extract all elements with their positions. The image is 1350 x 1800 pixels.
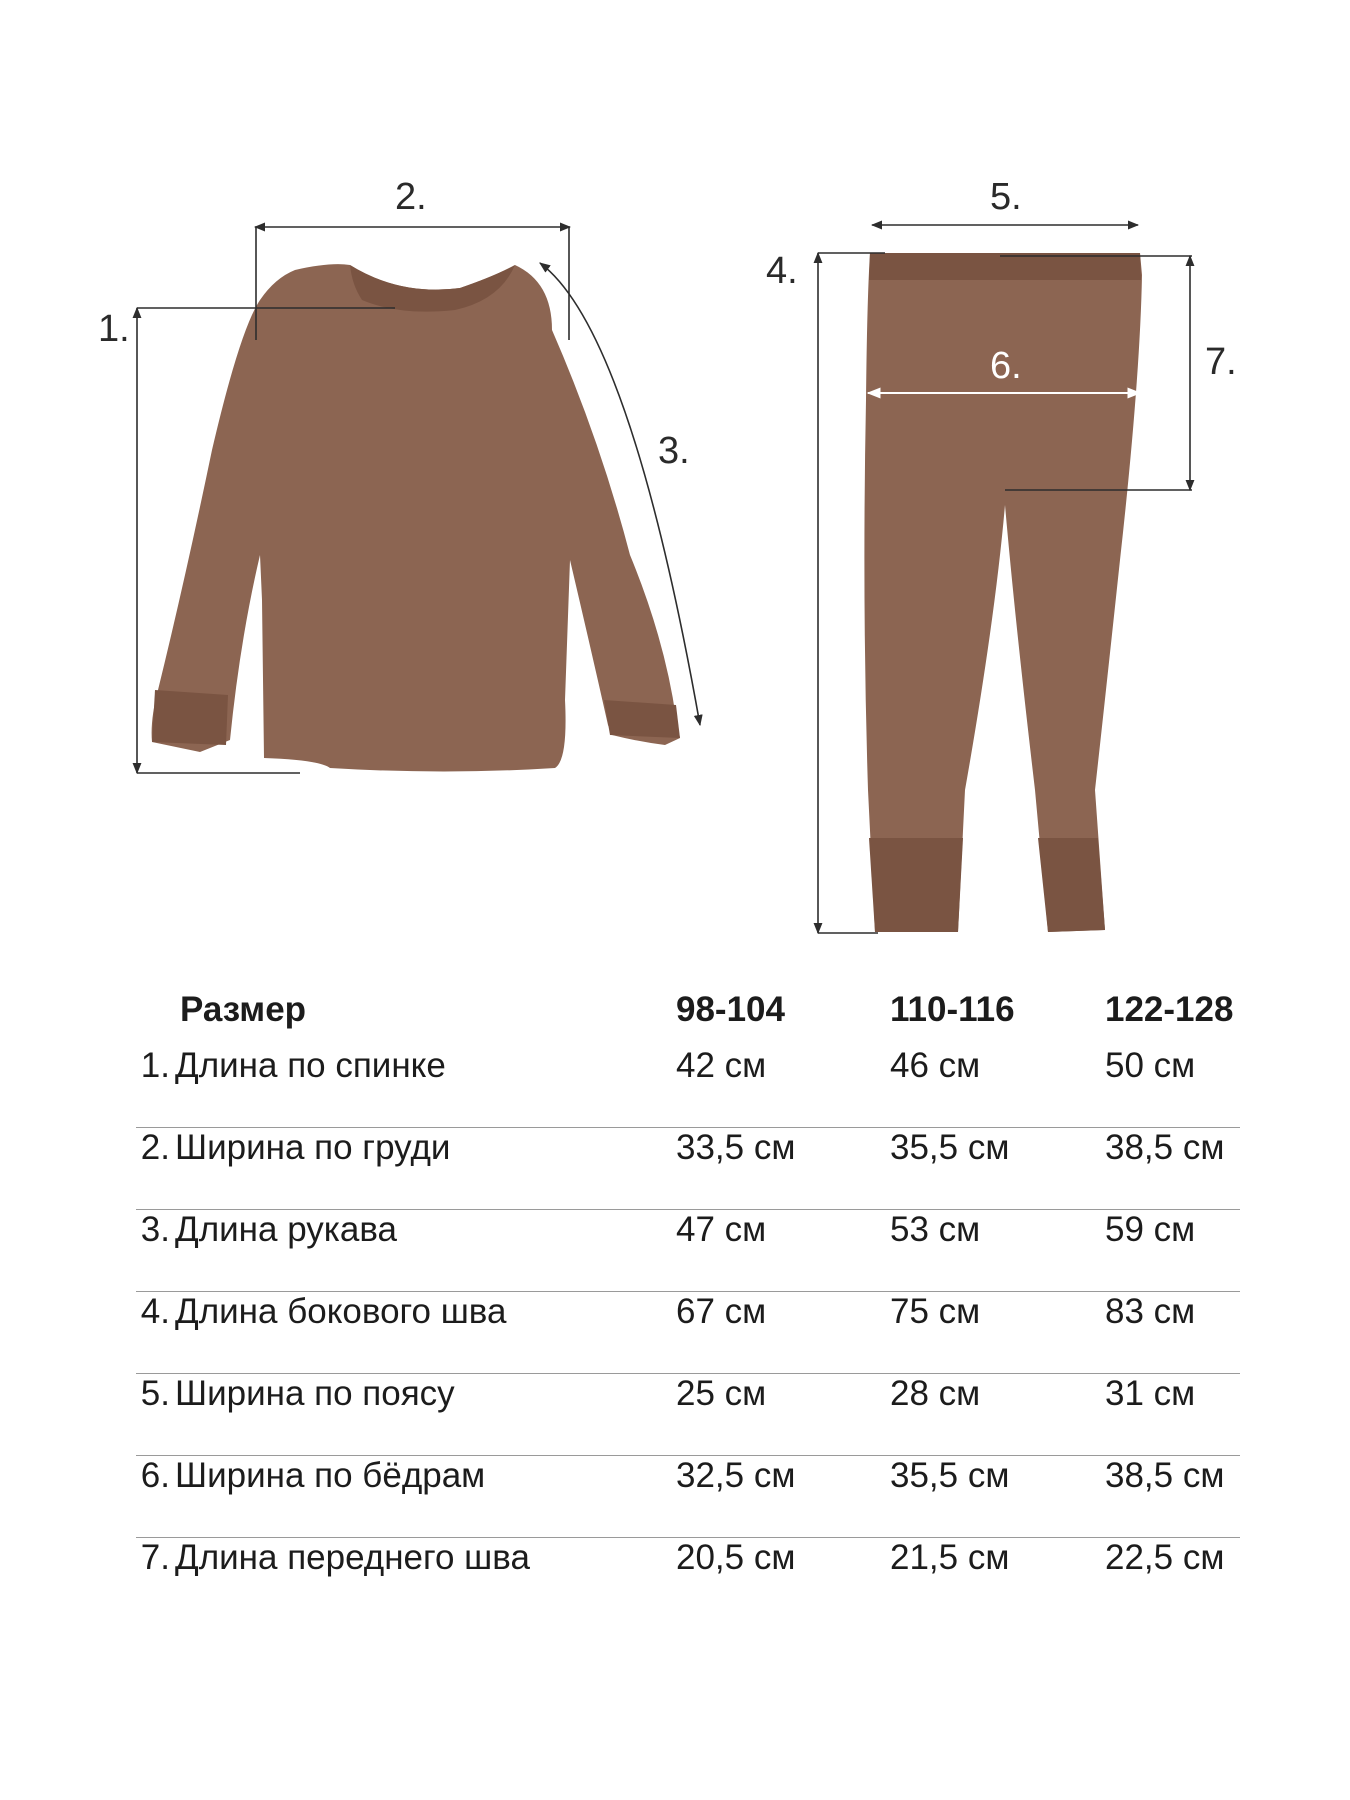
- table-header-size-3: 122-128: [1105, 990, 1234, 1029]
- row-value-3: 22,5 см: [1105, 1538, 1225, 1577]
- row-number: 1.: [140, 1046, 170, 1085]
- shirt-right-cuff: [604, 700, 680, 738]
- measure-label-7: 7.: [1205, 341, 1237, 383]
- row-number: 7.: [140, 1538, 170, 1577]
- table-header-size-2: 110-116: [890, 990, 1015, 1029]
- row-value-1: 47 см: [676, 1210, 767, 1249]
- row-value-3: 59 см: [1105, 1210, 1196, 1249]
- measure-label-6: 6.: [990, 345, 1022, 387]
- row-number: 2.: [140, 1128, 170, 1167]
- row-name: Ширина по поясу: [175, 1374, 455, 1413]
- row-value-3: 38,5 см: [1105, 1128, 1225, 1167]
- row-value-2: 35,5 см: [890, 1128, 1010, 1167]
- row-value-2: 53 см: [890, 1210, 981, 1249]
- row-number: 6.: [140, 1456, 170, 1495]
- table-header-size-1: 98-104: [676, 990, 785, 1029]
- row-name: Длина по спинке: [175, 1046, 446, 1085]
- row-value-2: 75 см: [890, 1292, 981, 1331]
- row-name: Ширина по груди: [175, 1128, 451, 1167]
- measure-label-2: 2.: [395, 176, 427, 218]
- row-value-1: 67 см: [676, 1292, 767, 1331]
- row-value-1: 42 см: [676, 1046, 767, 1085]
- row-value-2: 46 см: [890, 1046, 981, 1085]
- row-number: 5.: [140, 1374, 170, 1413]
- shirt-left-cuff: [152, 690, 228, 745]
- leggings-left-cuff: [869, 838, 963, 932]
- table-row: [130, 1046, 1240, 1128]
- table-header-size: Размер: [180, 990, 307, 1029]
- top-shirt: [152, 264, 680, 771]
- leggings-waistband: [869, 253, 1141, 280]
- table-row: [130, 1456, 1240, 1538]
- table-row: [130, 1374, 1240, 1456]
- row-number: 4.: [140, 1292, 170, 1331]
- row-value-3: 38,5 см: [1105, 1456, 1225, 1495]
- row-name: Длина бокового шва: [175, 1292, 507, 1331]
- measure-label-3: 3.: [658, 430, 690, 472]
- row-value-2: 28 см: [890, 1374, 981, 1413]
- row-value-2: 21,5 см: [890, 1538, 1010, 1577]
- row-value-3: 31 см: [1105, 1374, 1196, 1413]
- measure-label-1: 1.: [98, 308, 130, 350]
- leggings-right-cuff: [1038, 838, 1105, 932]
- row-number: 3.: [140, 1210, 170, 1249]
- table-row: [130, 1128, 1240, 1210]
- measure-label-5: 5.: [990, 176, 1022, 218]
- table-row: [130, 1210, 1240, 1292]
- table-row: [130, 1292, 1240, 1374]
- row-value-1: 20,5 см: [676, 1538, 796, 1577]
- row-value-1: 33,5 см: [676, 1128, 796, 1167]
- table-row: [130, 1538, 1240, 1620]
- shirt-body: [152, 264, 680, 771]
- row-value-3: 50 см: [1105, 1046, 1196, 1085]
- row-value-1: 32,5 см: [676, 1456, 796, 1495]
- row-name: Длина переднего шва: [175, 1538, 530, 1577]
- measure-label-4: 4.: [766, 250, 798, 292]
- row-value-2: 35,5 см: [890, 1456, 1010, 1495]
- row-name: Ширина по бёдрам: [175, 1456, 486, 1495]
- row-value-1: 25 см: [676, 1374, 767, 1413]
- row-name: Длина рукава: [175, 1210, 397, 1249]
- row-value-3: 83 см: [1105, 1292, 1196, 1331]
